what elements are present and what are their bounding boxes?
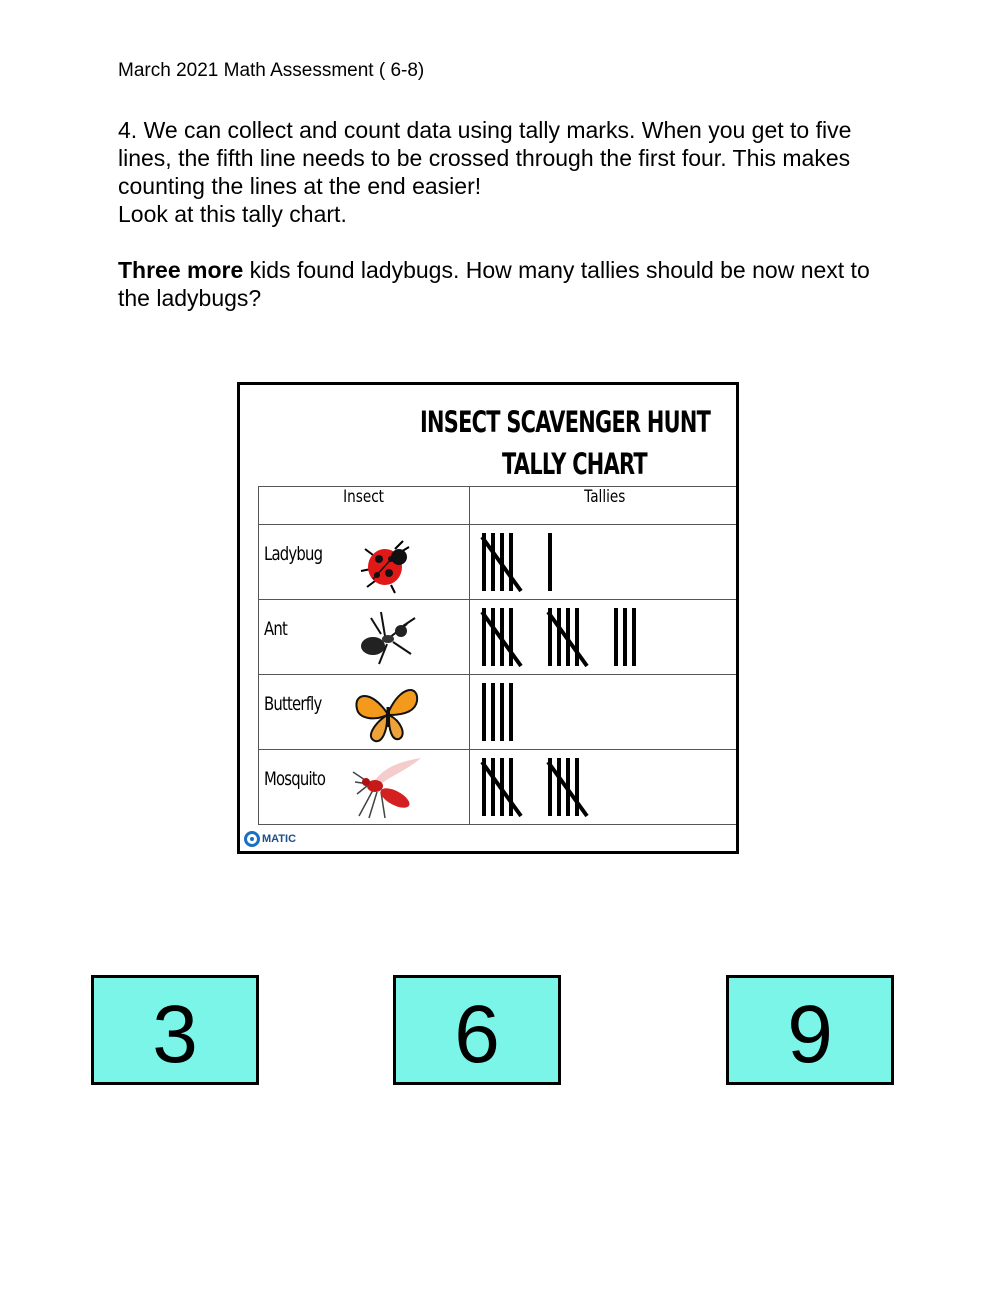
question-intro: 4. We can collect and count data using tally marks. When you get to five lines, the fifth line needs to be crossed through the first four. This makes counting the lines at the end easier! [118, 117, 852, 199]
answer-option-3[interactable]: 3 [91, 975, 259, 1085]
logo-icon [244, 831, 260, 847]
tallies-cell [470, 750, 740, 825]
matic-logo: MATIC [244, 831, 296, 847]
insect-name: Ant [264, 618, 288, 640]
butterfly-icon [351, 679, 423, 745]
tally-table [258, 486, 739, 825]
page-header: March 2021 Math Assessment ( 6-8) [118, 60, 425, 81]
insect-name: Mosquito [264, 768, 326, 790]
tally-row-mosquito [259, 750, 740, 825]
question-bold: Three more [118, 257, 244, 283]
ladybug-icon [351, 529, 423, 595]
tally-row-butterfly [259, 675, 740, 750]
tally-marks [470, 675, 738, 749]
insect-name: Ladybug [264, 543, 323, 565]
chart-title [240, 385, 736, 485]
question-rest: kids found ladybugs. How many tallies should be now next to the ladybugs? [118, 257, 870, 311]
insect-cell [259, 675, 470, 750]
chart-title-line2: TALLY CHART [502, 447, 647, 481]
insect-cell [259, 600, 470, 675]
tallies-cell [470, 525, 740, 600]
answer-option-9[interactable]: 9 [726, 975, 894, 1085]
tally-chart-image [237, 382, 739, 854]
column-header-tallies: Tallies [470, 487, 740, 525]
ant-icon [351, 604, 423, 670]
tally-row-ant [259, 600, 740, 675]
question-text [118, 116, 898, 312]
tally-row-ladybug [259, 525, 740, 600]
insect-cell [259, 525, 470, 600]
tallies-cell [470, 675, 740, 750]
tally-marks [470, 600, 738, 674]
tallies-cell [470, 600, 740, 675]
question-prompt [118, 256, 898, 312]
question-instruction: Look at this tally chart. [118, 201, 347, 227]
answer-option-6[interactable]: 6 [393, 975, 561, 1085]
column-header-insect: Insect [259, 487, 470, 525]
insect-name: Butterfly [264, 693, 322, 715]
mosquito-icon [351, 754, 423, 820]
tally-marks [470, 750, 738, 824]
insect-cell [259, 750, 470, 825]
chart-title-line1: INSECT SCAVENGER HUNT [420, 405, 711, 439]
tally-marks [470, 525, 738, 599]
